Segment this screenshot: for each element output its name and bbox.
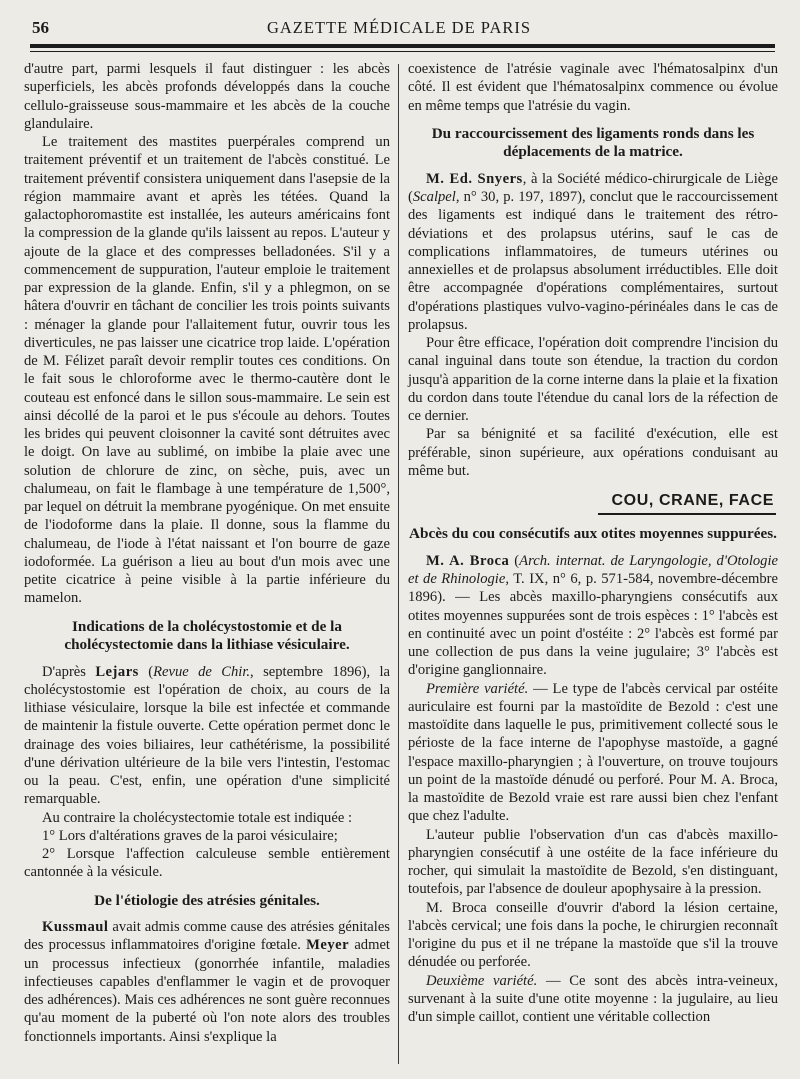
header-rule-thick — [30, 44, 775, 48]
section-rule — [598, 513, 776, 515]
paragraph: Première variété. — Le type de l'abcès cervical par ostéite auriculaire est fourni par la mastoïdite de Bezold : c'est une mastoïdite dans laquelle le pus, primitivement collecté sous le périoste de la face interne de l'apophyse mastoïde, a gagné l'espace maxillo-pharyngien ; à l'ouverture, on trouve toujours un point de la mastoïde dénudé ou perforé. Pour M. A. Broca, la mastoïdite de Bezold vraie est rare aussi bien chez l'enfant que chez l'adulte. — [408, 680, 779, 825]
author-name: M. A. Broca — [426, 552, 510, 569]
column-divider — [398, 64, 399, 1064]
page-number: 56 — [32, 18, 49, 37]
journal-title: GAZETTE MÉDICALE DE PARIS — [266, 18, 532, 37]
variety-label: Deuxième variété. — [426, 972, 538, 989]
article-heading: Abcès du cou consécutifs aux otites moyennes suppurées. — [409, 525, 777, 543]
list-item: 1° Lors d'altérations graves de la paroi vésiculaire; — [42, 827, 338, 844]
list-item: 2° Lorsque l'affection calculeuse semble entièrement cantonnée à la vésicule. — [24, 846, 390, 881]
source-title: Arch. internat. de Laryngologie, d'Otologie et de Rhinologie — [408, 552, 779, 587]
article-heading: Du raccourcissement des ligaments ronds dans les déplacements de la matrice. — [431, 124, 755, 161]
header-rule-thin — [30, 51, 775, 52]
page-header — [18, 14, 780, 36]
source-title: Scalpel — [412, 189, 456, 205]
paragraph: D'après Lejars (Revue de Chir., septembre 1896), la cholécystostomie est l'opération de choix, au cours de la lithiase vésiculaire, lorsque la bile est infectée et commande de maintenir la fistule ouverte. Cette opération permet donc le drainage des voies biliaires, leur cathétérisme, la possibilité d'une dérivation ultérieure de la bile vers l'intestin, l'estomac ou la peau. C'est, enfin, une opération d'une simplicité remarquable. — [24, 663, 390, 808]
source-title: Revue de Chir. — [153, 663, 251, 680]
article-heading: Indications de la cholécystostomie et de la cholécystectomie dans la lithiase vésiculaire. — [64, 617, 350, 653]
article-heading: De l'étiologie des atrésies génitales. — [94, 891, 320, 909]
author-name: M. Ed. Snyers — [426, 170, 523, 187]
paragraph: Au contraire la cholécystectomie totale est indiquée : — [42, 809, 352, 826]
paragraph: M. A. Broca (Arch. internat. de Laryngologie, d'Otologie et de Rhinologie, T. IX, n° 6, p. 571-584, novembre-décembre 1896). — Les abcès maxillo-pharyngiens consécutifs aux otites moyennes suppurées sont de trois espèces : 1° l'abcès est en continuité avec un point d'ostéite : 2° l'abcès est formé par une collection de pus dans la veine jugulaire; 3° l'abcès est d'origine ganglionnaire. — [408, 552, 779, 679]
right-column — [408, 60, 778, 1026]
paragraph: Le traitement des mastites puerpérales comprend un traitement préventif et un traitement de l'abcès constitué. Le traitement préventif consistera uniquement dans l'asepsie de la région mammaire avant et après les tétées. Quand la galactophoromastite est installée, les auteurs américains font la compression de la glande qu'ils laissent au repos. L'auteur y ajoute de la glace et des compresses belladonées. S'il y a commencement de suppuration, l'auteur emploie le traitement par expression de la glande. Enfin, s'il y a phlegmon, on se hâtera d'ouvrir en tâchant de concilier les trois points suivants : ménager la glande pour l'allaitement futur, ouvrir tous les diverticules, ne pas laisser une cicatrice trop laide. L'opération de M. Félizet paraît devoir remplir toutes ces conditions. On le fait sous le chloroforme avec le thermo-cautère dont le couteau est enfoncé dans le sillon sous-mammaire. Le sein est ainsi décollé de la paroi et le pus s'écoule au dehors. Toutes les brides qui peuvent cloisonner la cavité sont détruites avec le doigt. On lave au sublimé, on imbibe la plaie avec une solution de chlorure de zinc, on sèche, puis, avec un chalumeau, on fait le flambage à une température de 1,500°, par lequel on détruit la membrane pyogénique. On met ensuite de l'iodoforme dans la plaie. Il donne, sous la flamme du chalumeau, de l'iode à l'état naissant et l'on bourre de gaze iodoformée. La guérison a lieu au bout d'un mois avec une petite cicatrice à peine visible à la partie inférieure du mamelon. — [24, 134, 390, 607]
left-column — [24, 60, 390, 1046]
paragraph: M. Ed. Snyers, à la Société médico-chirurgicale de Liège (Scalpel, n° 30, p. 197, 1897), conclut que le raccourcissement des ligaments est indiqué dans le traitement des rétro-déviations et des prolapsus utérins, sauf le cas de complications inflammatoires, de tumeurs utérines ou annexielles et de prolapsus absolument irréductibles. Elle doit être accompagnée d'opérations complémentaires, surtout d'opérations plastiques vulvo-vagino-périnéales dans le cas de prolapsus. — [408, 170, 778, 333]
paragraph: L'auteur publie l'observation d'un cas d'abcès maxillo-pharyngien consécutif à une ostéite de la face inférieure du rocher, qui simulait la mastoïdite de Bezold, s'en distinguant, toutefois, par l'absence de douleur apophysaire à la pression. — [408, 826, 778, 898]
paragraph: Pour être efficace, l'opération doit comprendre l'incision du canal inguinal dans toute son étendue, la traction du cordon jusqu'à apparition de la corne interne dans la plaie et la fixation du cordon dans toute l'étendue du canal lors de la réfection de ce dernier. — [408, 335, 778, 424]
paragraph: Kussmaul avait admis comme cause des atrésies génitales des processus inflammatoires d'origine fœtale. Meyer admet un processus infectieux (gonorrhée infantile, maladies infectieuses capables d'enflammer le vagin et de provoquer des adhérences). Mais ces adhérences ne sont guère reconnues qu'au moment de la puberté où l'on note alors des troubles fonctionnels importants. Ainsi s'explique la — [24, 919, 390, 1045]
author-name: Kussmaul — [42, 919, 109, 935]
author-name: Lejars — [95, 663, 139, 680]
paragraph: coexistence de l'atrésie vaginale avec l'hématosalpinx d'un côté. Il est évident que l'hématosalpinx commence ou évolue en même temps que l'atrésie du vagin. — [408, 61, 778, 114]
variety-label: Première variété. — [426, 680, 529, 697]
paragraph: Par sa bénignité et sa facilité d'exécution, elle est préférable, sinon supérieure, aux opérations conduisant au même but. — [408, 426, 778, 479]
paragraph: M. Broca conseille d'ouvrir d'abord la lésion certaine, l'abcès cervical; une fois dans la poche, le chirurgien reconnaît l'origine du pus et il ne trépane la mastoïde que s'il la trouve dénudée ou perforée. — [408, 899, 778, 971]
section-heading: COU, CRANE, FACE — [611, 492, 774, 509]
paragraph: Deuxième variété. — Ce sont des abcès intra-veineux, survenant à la suite d'une otite moyenne : la jugulaire, au lieu d'un simple caillot, contient une véritable collection — [408, 972, 778, 1025]
paragraph: d'autre part, parmi lesquels il faut distinguer : les abcès superficiels, les abcès profonds développés dans la couche cellulo-graisseuse sous-mammaire et les abcès de la couche glandulaire. — [24, 61, 390, 132]
author-name: Meyer — [306, 937, 350, 954]
